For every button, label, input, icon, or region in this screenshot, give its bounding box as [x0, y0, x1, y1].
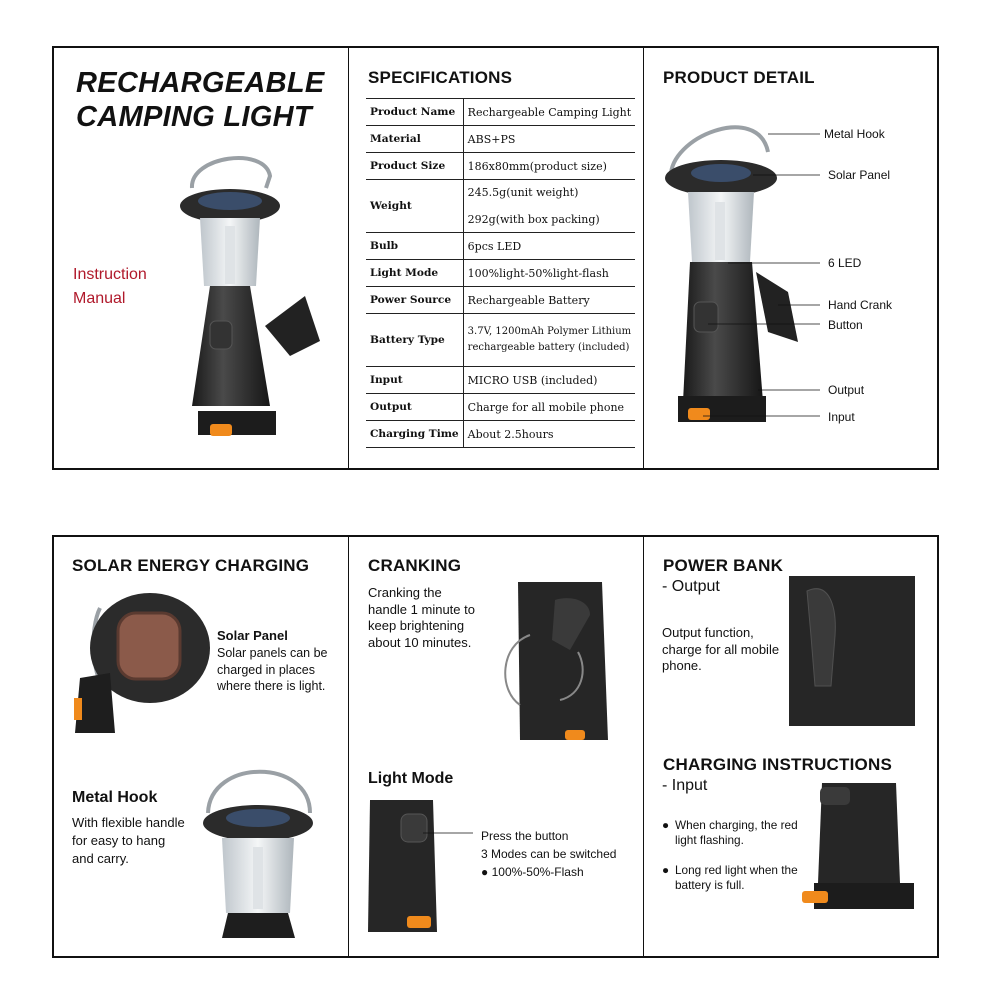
spec-row [366, 421, 635, 448]
cranking-description: Cranking the handle 1 minute to keep brightening about 10 minutes. [368, 585, 475, 650]
power-bank-heading: POWER BANK [663, 556, 784, 575]
charging-instructions-heading: CHARGING INSTRUCTIONS [663, 755, 892, 774]
divider [643, 48, 644, 468]
metal-hook-title: Metal Hook [72, 789, 158, 806]
spec-key: Product Size [366, 153, 463, 180]
spec-row [366, 153, 635, 180]
product-detail-image [658, 112, 838, 432]
spec-value-line: 292g(with box packing) [467, 213, 600, 226]
spec-value: Rechargeable Camping Light [463, 99, 635, 126]
spec-value: ABS+PS [463, 126, 635, 153]
specifications-heading: SPECIFICATIONS [368, 68, 513, 87]
spec-value-line: 245.5g(unit weight) [467, 186, 579, 199]
power-bank-description: Output function, charge for all mobile phone. [662, 625, 780, 673]
output-port-image [789, 576, 915, 726]
input-port-image [800, 783, 916, 913]
spec-value: MICRO USB (included) [463, 367, 635, 394]
light-mode-image [365, 800, 475, 935]
spec-key: Bulb [366, 233, 463, 260]
specifications-table [366, 98, 635, 448]
product-detail-heading: PRODUCT DETAIL [663, 68, 815, 87]
spec-row [366, 394, 635, 421]
spec-key: Battery Type [366, 314, 463, 367]
label-metal-hook: Metal Hook [824, 127, 885, 141]
spec-row [366, 314, 635, 367]
label-6-led: 6 LED [828, 256, 862, 270]
product-title: RECHARGEABLE CAMPING LIGHT [76, 67, 325, 133]
spec-key: Input [366, 367, 463, 394]
spec-row [366, 126, 635, 153]
spec-row [366, 180, 635, 233]
spec-row [366, 287, 635, 314]
label-hand-crank: Hand Crank [828, 298, 893, 312]
spec-value: 6pcs LED [463, 233, 635, 260]
spec-value: Charge for all mobile phone [463, 394, 635, 421]
spec-key: Material [366, 126, 463, 153]
spec-value [463, 180, 635, 233]
cranking-heading: CRANKING [368, 556, 462, 575]
solar-panel-description: Solar panels can be charged in places where there is light. [217, 646, 328, 693]
spec-key: Power Source [366, 287, 463, 314]
instruction-manual-label: Instruction Manual [73, 266, 147, 307]
spec-value: Rechargeable Battery [463, 287, 635, 314]
spec-value: About 2.5hours [463, 421, 635, 448]
solar-panel-title: Solar Panel [217, 628, 288, 643]
metal-hook-image [200, 763, 320, 938]
label-output: Output [828, 383, 865, 397]
light-mode-description: Press the button 3 Modes can be switched ● 100%-50%-Flash [481, 829, 617, 879]
light-mode-heading: Light Mode [368, 770, 454, 787]
spec-key: Output [366, 394, 463, 421]
power-bank-subheading: - Output [662, 578, 720, 595]
charging-bullet-2: ● Long red light when the battery is full. [662, 863, 798, 892]
spec-row [366, 367, 635, 394]
divider [643, 537, 644, 956]
label-input: Input [828, 410, 855, 424]
spec-value: 186x80mm(product size) [463, 153, 635, 180]
spec-value-line: rechargeable battery (included) [467, 342, 630, 353]
spec-value: 100%light-50%light-flash [463, 260, 635, 287]
charging-instructions-subheading: - Input [662, 777, 708, 794]
solar-panel-image [70, 588, 210, 738]
divider [348, 537, 349, 956]
spec-value [463, 314, 635, 367]
lantern-product-image [170, 146, 350, 446]
label-button: Button [828, 318, 863, 332]
spec-value-line: 3.7V, 1200mAh Polymer Lithium [467, 326, 632, 337]
spec-key: Light Mode [366, 260, 463, 287]
spec-key: Charging Time [366, 421, 463, 448]
solar-charging-heading: SOLAR ENERGY CHARGING [72, 556, 310, 575]
hand-crank-image [490, 580, 620, 745]
spec-row [366, 99, 635, 126]
spec-row [366, 260, 635, 287]
spec-row [366, 233, 635, 260]
metal-hook-description: With flexible handle for easy to hang and carry. [72, 815, 185, 866]
spec-key: Weight [366, 180, 463, 233]
charging-bullet-1: ● When charging, the red light flashing. [662, 818, 798, 847]
spec-key: Product Name [366, 99, 463, 126]
label-solar-panel: Solar Panel [828, 168, 891, 182]
